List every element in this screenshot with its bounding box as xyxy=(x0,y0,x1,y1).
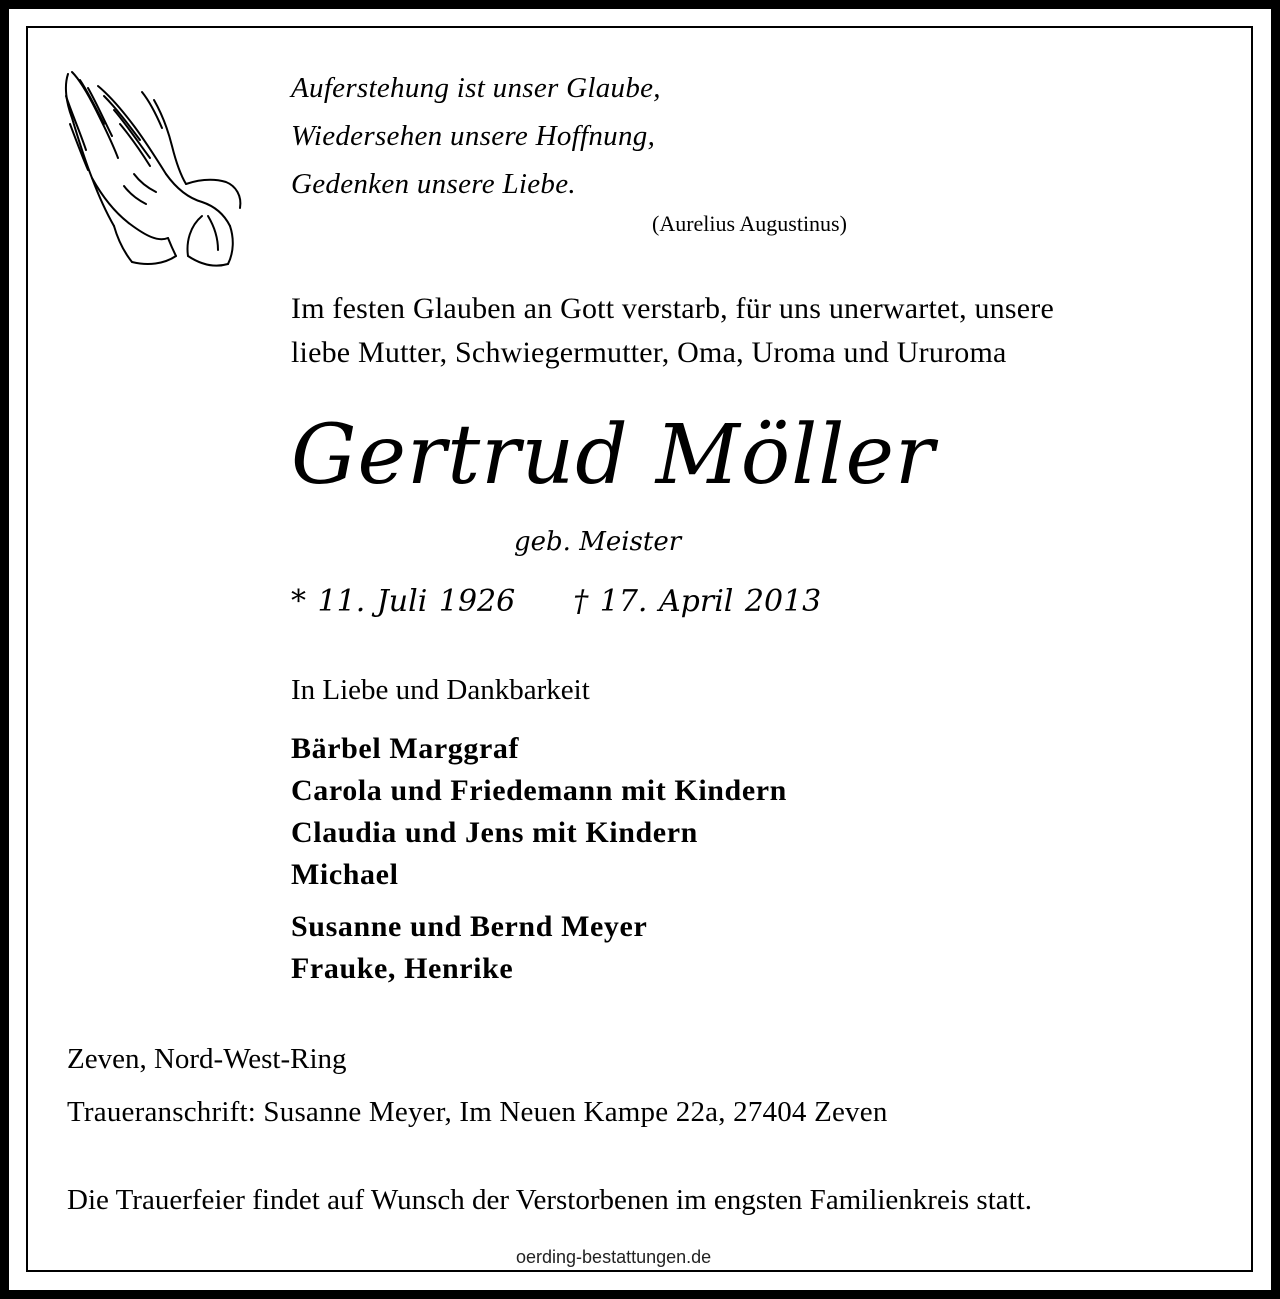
quote-line: Auferstehung ist unser Glaube, xyxy=(291,72,661,104)
mourner-name: Michael xyxy=(291,858,399,891)
intro-line: Im festen Glauben an Gott verstarb, für uns unerwartet, unsere xyxy=(291,292,1054,325)
deceased-name: Gertrud Möller xyxy=(291,408,936,503)
source-credit: oerding-bestattungen.de xyxy=(516,1247,712,1267)
mourners-group-1 xyxy=(291,728,787,896)
birth-date: * 11. Juli 1926 xyxy=(291,584,516,619)
mourners-heading: In Liebe und Dankbarkeit xyxy=(291,674,590,706)
place-text: Zeven, Nord-West-Ring xyxy=(67,1043,347,1075)
mourner-name: Susanne und Bernd Meyer xyxy=(291,910,648,943)
quote-block xyxy=(291,64,661,208)
mourning-address: Traueranschrift: Susanne Meyer, Im Neuen Kampe 22a, 27404 Zeven xyxy=(67,1096,888,1128)
intro-line: liebe Mutter, Schwiegermutter, Oma, Uroma und Ururoma xyxy=(291,336,1007,369)
funeral-notice: Die Trauerfeier findet auf Wunsch der Verstorbenen im engsten Familienkreis statt. xyxy=(67,1184,1032,1216)
mourners-group-2 xyxy=(291,906,647,990)
death-date: † 17. April 2013 xyxy=(573,584,822,619)
intro-text xyxy=(291,287,1054,375)
mourner-name: Bärbel Marggraf xyxy=(291,732,520,765)
birth-name: geb. Meister xyxy=(514,527,682,557)
mourner-name: Carola und Friedemann mit Kindern xyxy=(291,774,787,807)
quote-author: (Aurelius Augustinus) xyxy=(652,211,847,236)
mourner-name: Frauke, Henrike xyxy=(291,952,514,985)
quote-line: Wiedersehen unsere Hoffnung, xyxy=(291,120,656,152)
life-dates xyxy=(291,584,821,619)
praying-hands-icon xyxy=(58,66,244,270)
quote-line: Gedenken unsere Liebe. xyxy=(291,168,576,200)
mourner-name: Claudia und Jens mit Kindern xyxy=(291,816,698,849)
